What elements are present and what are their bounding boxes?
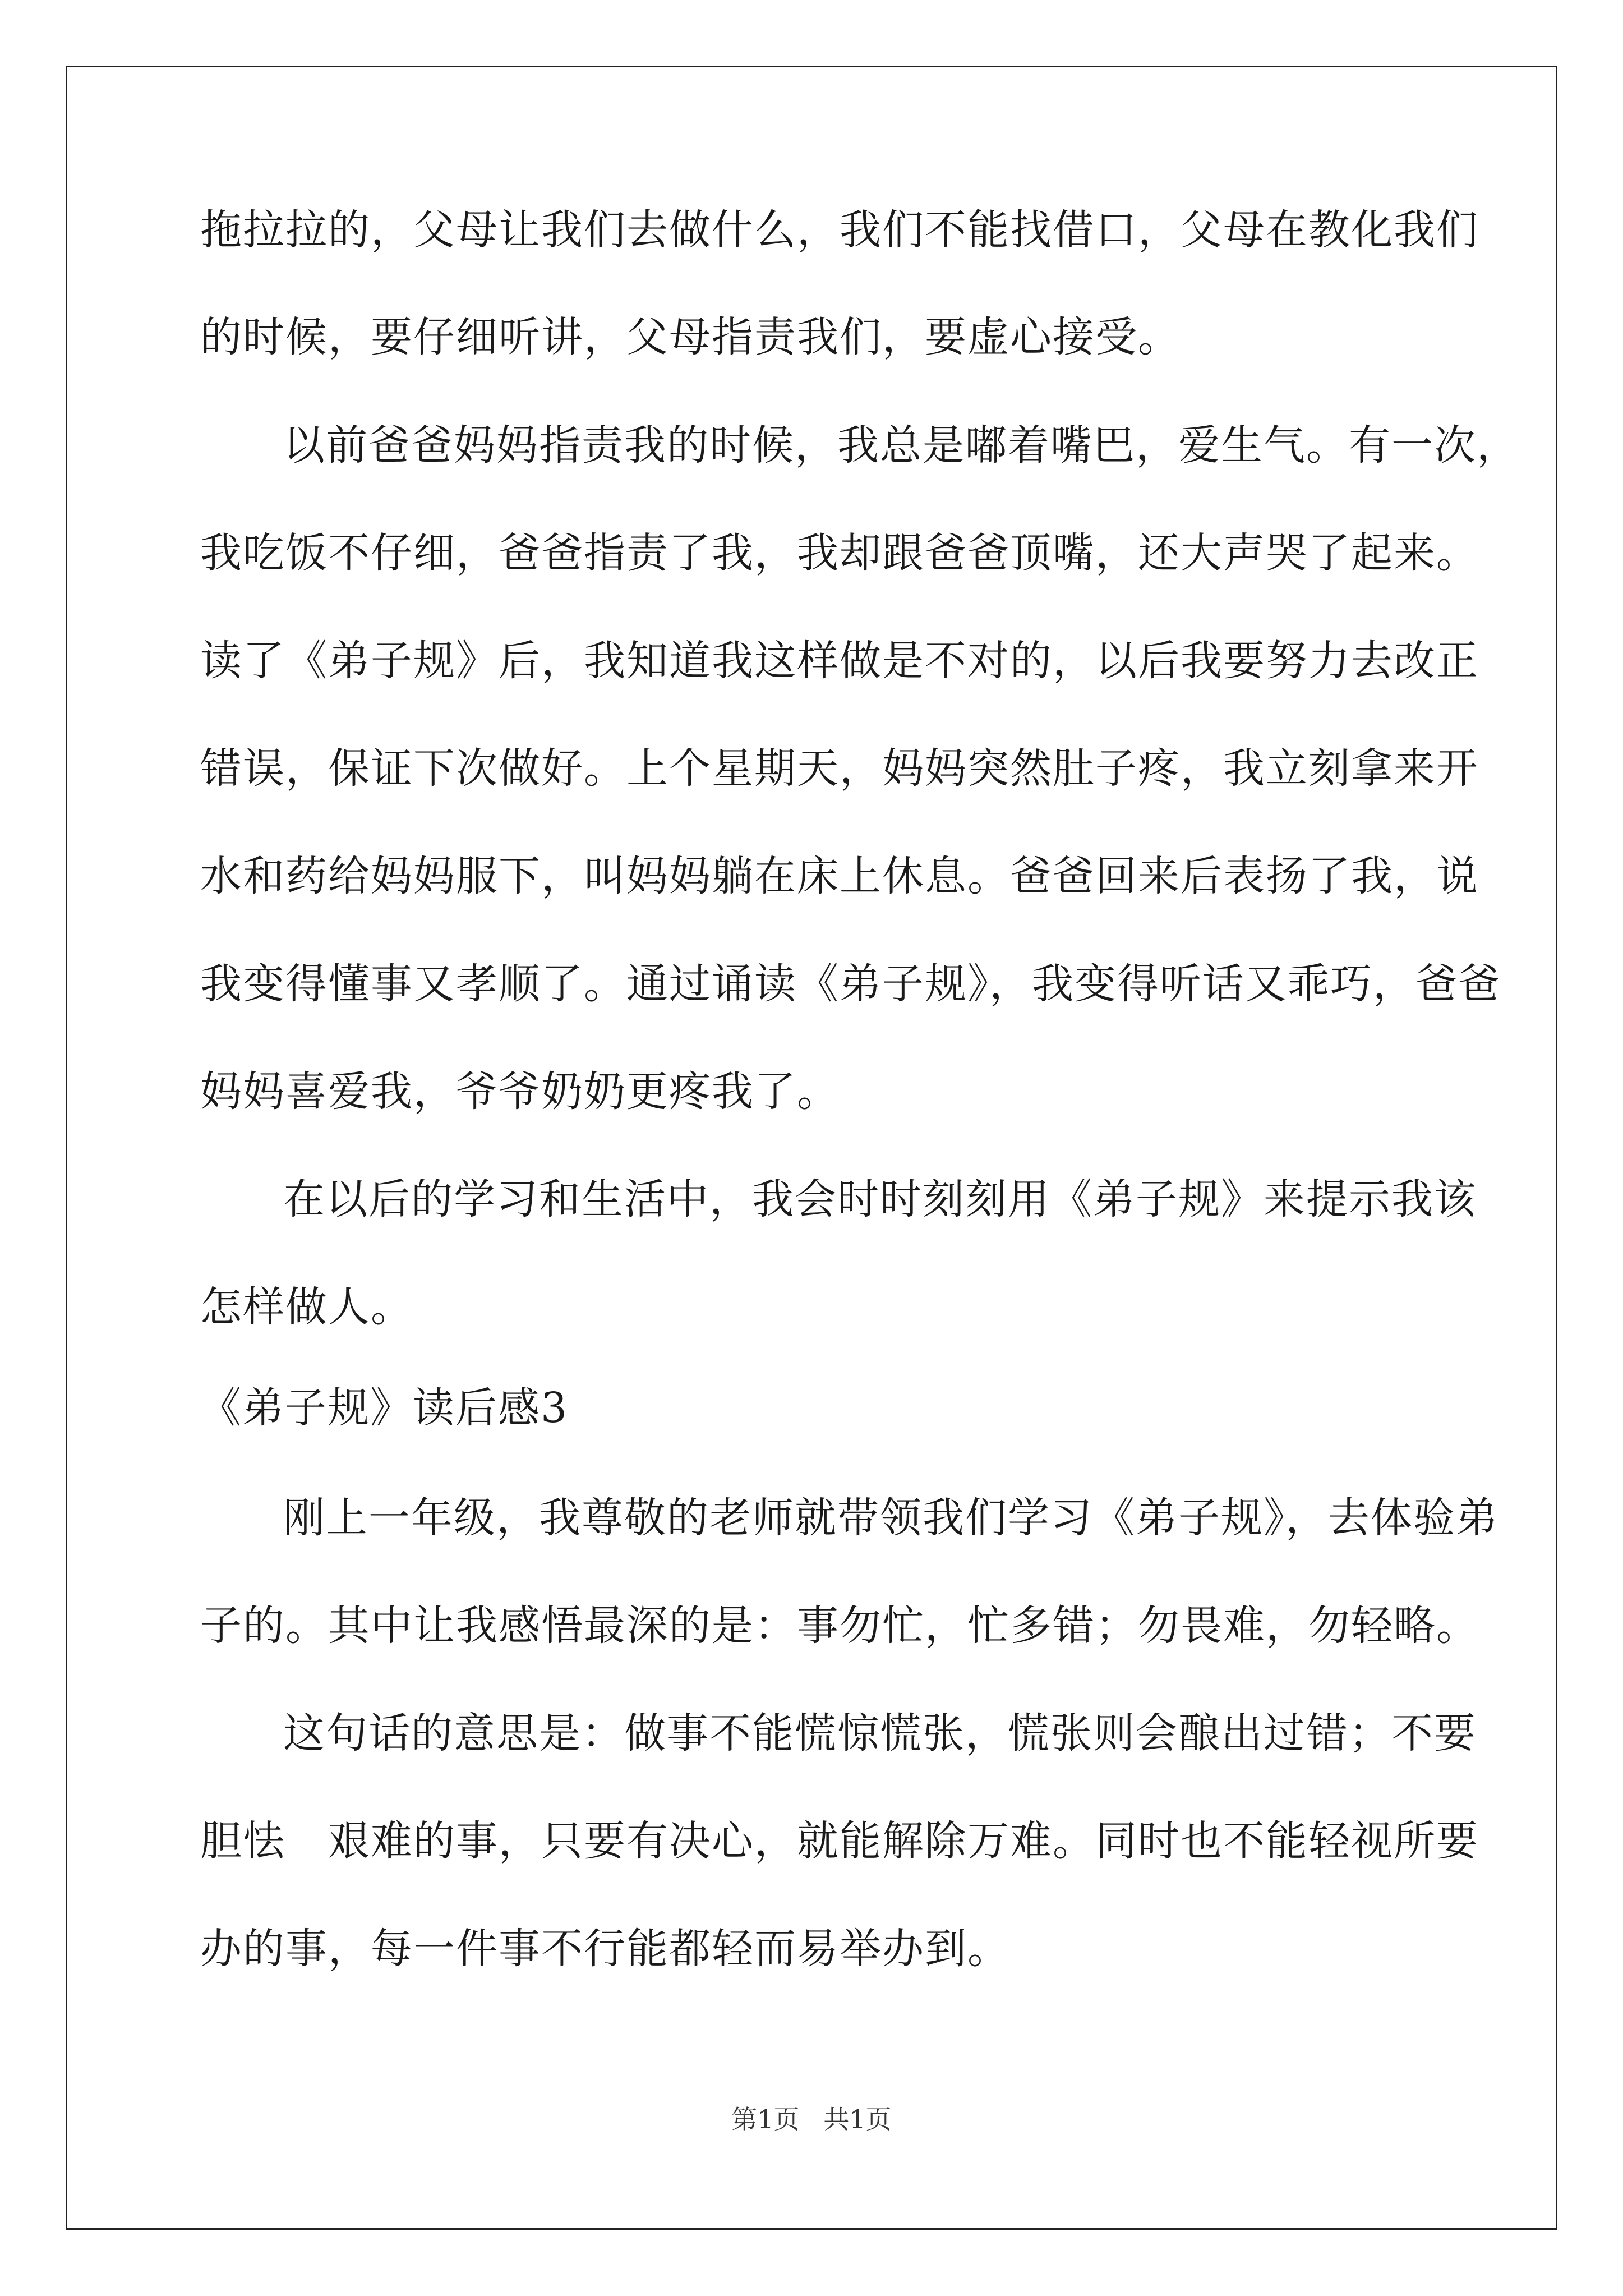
page-border [66,66,1557,2230]
text-line: 的时候，要仔细听讲，父母指责我们，要虚心接受。 [200,313,1181,361]
text-line: 以前爸爸妈妈指责我的时候，我总是嘟着嘴巴，爱生气。有一次， [283,421,1519,470]
text-line: 刚上一年级，我尊敬的老师就带领我们学习《弟子规》，去体验弟 [283,1494,1498,1542]
text-line: 胆怯 艰难的事，只要有决心，就能解除万难。同时也不能轻视所要 [200,1817,1479,1865]
text-line: 子的。其中让我感悟最深的是：事勿忙，忙多错；勿畏难，勿轻略。 [200,1602,1479,1650]
page-total: 共1页 [823,2104,892,2134]
section-heading: 《弟子规》读后感3 [200,1384,569,1432]
text-line: 办的事，每一件事不行能都轻而易举办到。 [200,1925,1010,1973]
text-line: 拖拉拉的，父母让我们去做什么，我们不能找借口，父母在教化我们 [200,206,1479,254]
text-line: 在以后的学习和生活中，我会时时刻刻用《弟子规》来提示我该 [283,1175,1477,1223]
text-line: 我吃饭不仔细，爸爸指责了我，我却跟爸爸顶嘴，还大声哭了起来。 [200,529,1479,577]
text-line: 怎样做人。 [200,1283,413,1331]
page-number: 第1页 [731,2104,800,2134]
text-line: 水和药给妈妈服下，叫妈妈躺在床上休息。爸爸回来后表扬了我，说 [200,852,1479,900]
text-line: 读了《弟子规》后，我知道我这样做是不对的，以后我要努力去改正 [200,637,1479,685]
text-line: 这句话的意思是：做事不能慌惊慌张，慌张则会酿出过错；不要 [283,1709,1477,1757]
text-line: 我变得懂事又孝顺了。通过诵读《弟子规》，我变得听话又乖巧，爸爸 [200,960,1501,1008]
text-line: 错误，保证下次做好。上个星期天，妈妈突然肚子疼，我立刻拿来开 [200,744,1479,793]
text-line: 妈妈喜爱我，爷爷奶奶更疼我了。 [200,1068,840,1116]
page-footer [0,2099,1623,2136]
